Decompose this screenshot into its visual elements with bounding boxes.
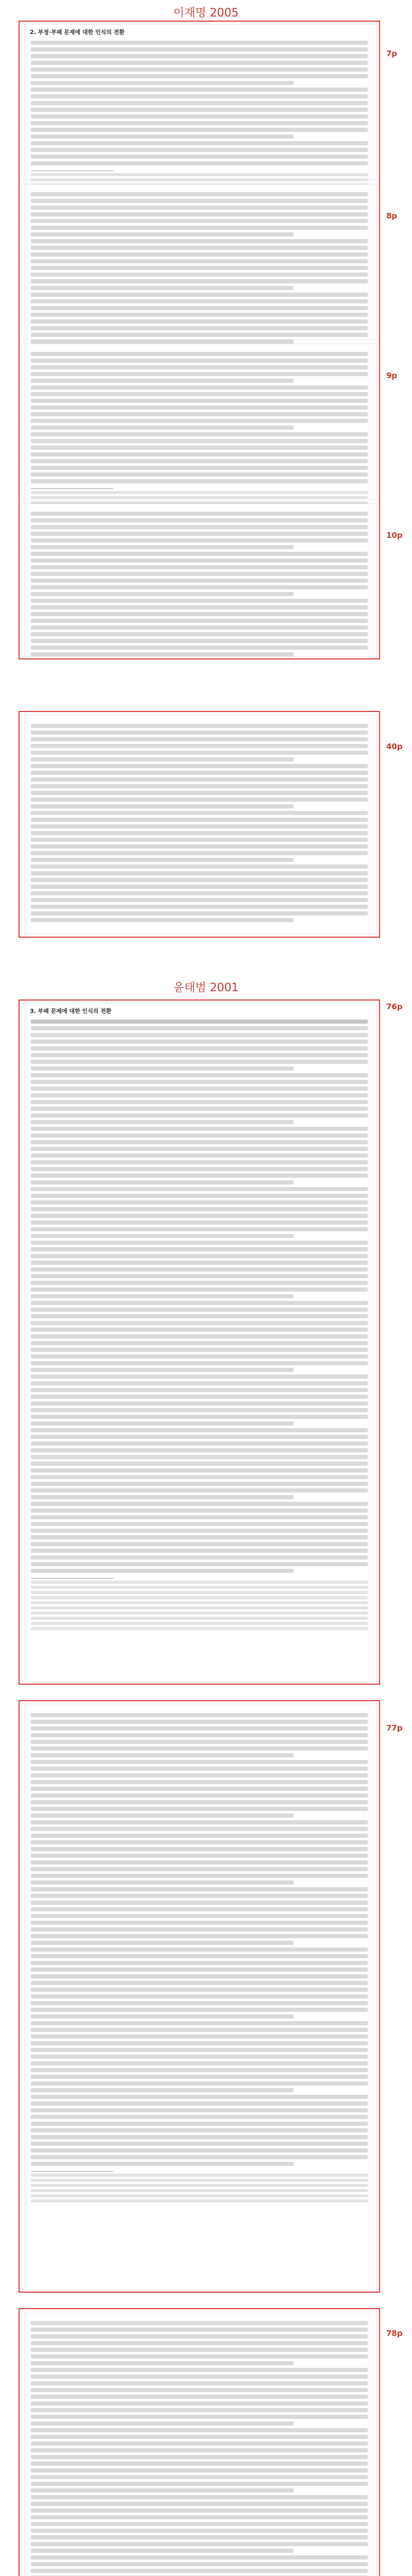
page-label-76p: 76p — [386, 1002, 403, 1011]
document-2-page-77-frame — [19, 1700, 380, 2293]
page-label-8p: 8p — [386, 211, 398, 221]
doc1-heading: 2. 부정·부패 문제에 대한 인식의 전환 — [30, 29, 125, 36]
section-title-1: 이재명 2005 — [173, 7, 239, 20]
document-2-page-76-frame — [19, 999, 380, 1685]
page-label-77p: 77p — [386, 1723, 403, 1733]
doc1-page-8 — [23, 184, 376, 339]
doc1-page-9 — [23, 344, 376, 499]
document-1-page-40-frame — [19, 711, 380, 938]
doc2-page-78 — [23, 2312, 376, 2576]
document-2-page-78-frame — [19, 2308, 380, 2576]
doc2-page-77 — [23, 1704, 376, 2290]
document-1-frame — [19, 21, 380, 659]
doc1-page-10 — [23, 504, 376, 656]
page-label-10p: 10p — [386, 531, 403, 540]
section-title-2: 윤태범 2001 — [173, 981, 239, 994]
page-label-78p: 78p — [386, 2329, 403, 2338]
doc2-page-76 — [23, 1004, 376, 1682]
doc1-page-7 — [23, 25, 376, 179]
doc2-heading: 3. 부패 문제에 대한 인식의 전환 — [30, 1008, 112, 1014]
page-label-9p: 9p — [386, 371, 398, 380]
page-label-7p: 7p — [386, 49, 398, 58]
doc1-page-40 — [23, 715, 376, 934]
page-label-40p: 40p — [386, 742, 403, 751]
